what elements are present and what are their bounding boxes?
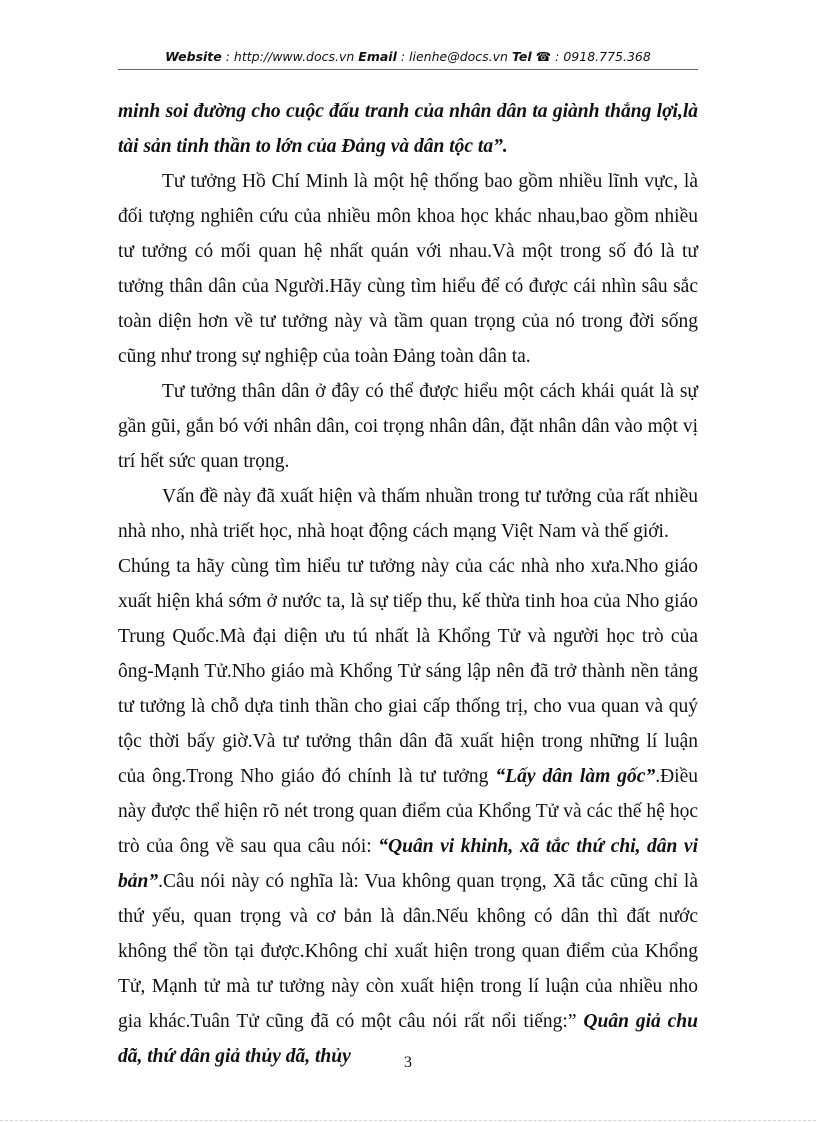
phone-icon: ☎ [535,49,552,64]
paragraph-continuation: minh soi đường cho cuộc đấu tranh của nhân dân ta giành thắng lợi,là tài sản tinh thần to lớn của Đảng và dân tộc ta”. [118,101,698,157]
header-divider [118,69,698,70]
page-header [118,49,698,64]
website-url[interactable]: : http://www.docs.vn [221,49,359,64]
paragraph-3: Vấn đề này đã xuất hiện và thấm nhuần trong tư tưởng của rất nhiều nhà nho, nhà triết học, nhà hoạt động cách mạng Việt Nam và thế giới. [118,486,698,542]
quote-tuan-tu: Quân giả chu dã, thứ dân giả thủy dã, thủy [118,1011,698,1067]
quote-lay-dan-lam-goc: “Lấy dân làm gốc” [495,766,656,787]
document-body [118,94,698,1074]
paragraph-1: Tư tưởng Hồ Chí Minh là một hệ thống bao gồm nhiều lĩnh vực, là đối tượng nghiên cứu của nhiều môn khoa học khác nhau,bao gồm nhiều tư tưởng có mối quan hệ nhất quán với nhau.Và một trong số đó là tư tưởng thân dân của Người.Hãy cùng tìm hiểu để có được cái nhìn sâu sắc toàn diện hơn về tư tưởng này và tầm quan trọng của nó trong đời sống cũng như trong sự nghiệp của toàn Đảng toàn dân ta. [118,171,698,367]
page-number: 3 [404,1054,412,1071]
paragraph-4 [118,549,698,1074]
tel-number: : 0918.775.368 [551,49,651,64]
tel-label: Tel [511,49,532,64]
email-address[interactable]: : lienhe@docs.vn [396,49,512,64]
email-label: Email [358,49,397,64]
paragraph-2: Tư tưởng thân dân ở đây có thể được hiểu một cách khái quát là sự gần gũi, gắn bó với nhân dân, coi trọng nhân dân, đặt nhân dân vào một vị trí hết sức quan trọng. [118,381,698,472]
page-bottom-divider [0,1120,816,1121]
paragraph-4-text-c: .Điều này được thể hiện rõ nét trong quan điểm của Khổng Tử và các thế hệ học trò của ông về sau qua câu nói: [118,766,698,857]
paragraph-4-text-a: Chúng ta hãy cùng tìm hiểu tư tưởng này của các nhà nho xưa.Nho giáo xuất hiện khá sớm ở nước ta, là sự tiếp thu, kế thừa tinh hoa của Nho giáo Trung Quốc.Mà đại diện ưu tú nhất là Khổng Tử và người học trò của ông-Mạnh Tử.Nho giáo mà Khổng Tử sáng lập nên đã trở thành nền tảng tư tưởng là chỗ dựa tinh thần cho giai cấp thống trị, cho vua quan và quý tộc thời bấy giờ.Và tư tưởng thân dân đã xuất hiện trong những lí luận của ông.Trong Nho giáo đó chính là tư tưởng [118,556,698,787]
quote-quan-vi-khinh: “Quân vi khinh, xã tắc thứ chi, dân vi bản” [118,836,699,892]
paragraph-4-text-e: .Câu nói này có nghĩa là: Vua không quan trọng, Xã tắc cũng chỉ là thứ yếu, quan trọng và cơ bản là dân.Nếu không có dân thì đất nước không thể tồn tại được.Không chỉ xuất hiện trong quan điểm của Khổng Tử, Mạnh tử mà tư tưởng này còn xuất hiện trong lí luận của nhiều nho gia khác.Tuân Tử cũng đã có một câu nói rất nổi tiếng:” [118,871,698,1032]
website-label: Website [165,49,222,64]
